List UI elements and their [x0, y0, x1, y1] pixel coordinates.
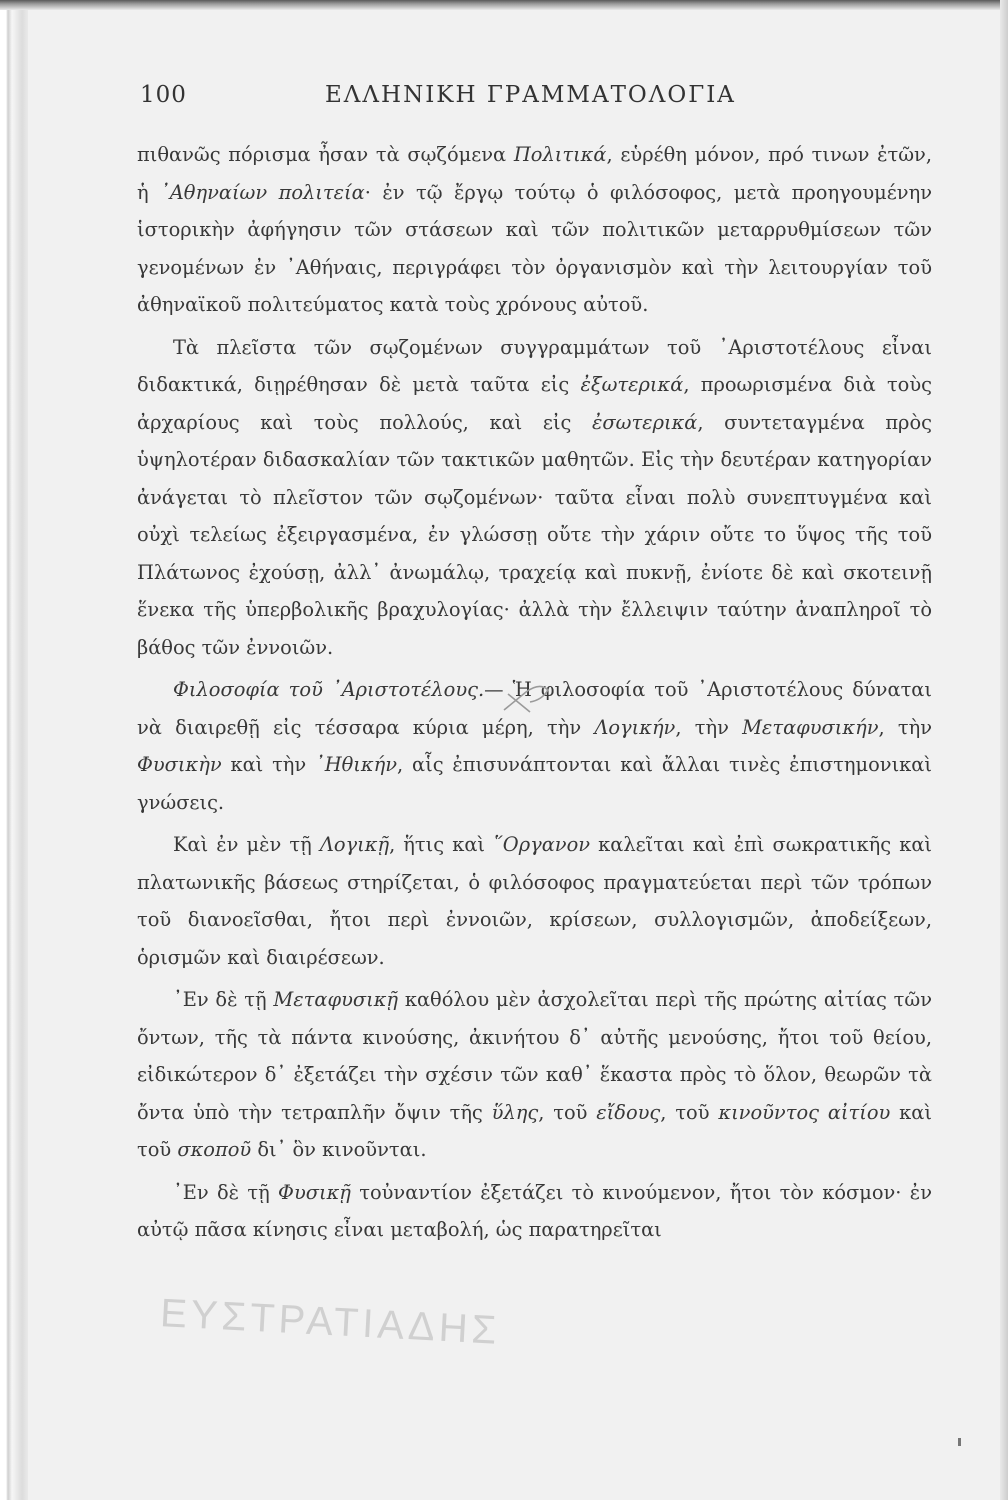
italic-term: Μεταφυσικῇ: [273, 988, 399, 1011]
italic-term: Λογικήν: [594, 715, 676, 739]
paragraph-4: [137, 826, 932, 976]
paragraph-2: [137, 329, 932, 667]
italic-term: ᾽Αθηναίων πολιτεία: [160, 180, 365, 204]
italic-term: ᾽Ηθικήν: [315, 753, 398, 776]
paragraph-5: [137, 981, 932, 1169]
text-run: , τοῦ: [660, 1100, 719, 1124]
page-edge-right: [1000, 0, 1008, 1500]
page-edge-top: [0, 0, 1008, 10]
text-run: ᾽Εν δὲ τῇ: [173, 1180, 279, 1204]
text-run: καὶ τοῦ: [137, 1100, 932, 1161]
page-edge-left: [0, 0, 28, 1500]
text-run: Καὶ ἐν μὲν τῇ: [173, 833, 320, 856]
text-run: , ἥτις καὶ: [389, 833, 494, 856]
text-run: δι᾽ ὃν κινοῦνται.: [251, 1138, 427, 1161]
italic-term: ῞Οργανον: [493, 833, 591, 856]
paragraph-1: [137, 136, 932, 324]
italic-term: εἴδους: [596, 1100, 661, 1124]
running-title: ΕΛΛΗΝΙΚΗ ΓΡΑΜΜΑΤΟΛΟΓΙΑ: [325, 82, 736, 108]
running-header: [140, 82, 940, 118]
text-run: , αἷς ἐπισυνάπτονται καὶ ἄλλαι τινὲς ἐπιστημονικαὶ γνώσεις.: [137, 753, 932, 814]
italic-term: ἐξωτερικά: [580, 373, 684, 396]
italic-term: Φυσικῇ: [278, 1180, 351, 1204]
italic-term: Πολιτικά: [513, 143, 607, 166]
text-run: ᾽Εν δὲ τῇ: [173, 988, 274, 1011]
text-run: καθόλου μὲν ἀσχολεῖται περὶ τῆς πρώτης αἰτίας τῶν ὄντων, τῆς τὰ πάντα κινούσης, ἀκινήτου δ᾽ αὐτῆς μενούσης, ἤτοι τοῦ θείου, εἰδικώτερον δ᾽ ἐξετάζει τὴν σχέσιν τῶν καθ᾽ ἕκαστα πρὸς τὸ ὅλον, θεωρῶν τὰ ὄντα ὑπὸ τὴν τετραπλῆν ὄψιν τῆς: [137, 988, 932, 1124]
italic-term: Φυσικὴν: [137, 753, 222, 776]
italic-term: Μεταφυσικήν: [742, 715, 879, 739]
italic-term: Λογικῇ: [319, 833, 390, 856]
text-run: , συντεταγμένα πρὸς ὑψηλοτέραν διδασκαλίαν τῶν τακτικῶν μαθητῶν. Εἰς τὴν δευτέραν κατηγορίαν ἀνάγεται τὸ πλεῖστον τῶν σῳζομένων· ταῦτα εἶναι πολὺ συνεπτυγμένα καὶ οὐχὶ τελείως ἐξειργασμένα, ἐν γλώσσῃ οὔτε τὴν χάριν οὔτε το ὕψος τῆς τοῦ Πλάτωνος ἐχούσῃ, ἀλλ᾽ ἀνωμάλῳ, τραχείᾳ καὶ πυκνῇ, ἐνίοτε δὲ καὶ σκοτεινῇ ἕνεκα τῆς ὑπερβολικῆς βραχυλογίας· ἀλλὰ τὴν ἔλλειψιν ταύτην ἀναπληροῖ τὸ βάθος τῶν ἐννοιῶν.: [137, 410, 932, 659]
text-run: — Ἡ φιλοσοφία τοῦ ᾽Αριστοτέλους δύναται νὰ διαιρεθῇ εἰς τέσσαρα κύρια μέρη, τὴν: [137, 678, 932, 739]
italic-term: κινοῦντος αἰτίου: [718, 1100, 891, 1124]
pencil-mark-icon: [496, 672, 566, 722]
text-run: · ἐν τῷ ἔργῳ τούτῳ ὁ φιλόσοφος, μετὰ προηγουμένην ἱστορικὴν ἀφήγησιν τῶν στάσεων καὶ τῶν πολιτικῶν μεταρρυθμίσεων τῶν γενομένων ἐν ᾽Αθήναις, περιγράφει τὸν ὀργανισμὸν καὶ τὴν λειτουργίαν τοῦ ἀθηναϊκοῦ πολιτεύματος κατὰ τοὺς χρόνους αὐτοῦ.: [137, 180, 932, 316]
italic-term: ὕλης: [491, 1100, 539, 1124]
italic-term: σκοποῦ: [177, 1138, 252, 1161]
text-run: , εὑρέθη μόνον, πρό τινων ἐτῶν, ἡ: [137, 143, 932, 204]
text-run: , τὴν: [878, 715, 933, 739]
ownership-stamp: ΕΥΣΤΡΑΤΙΑΔΗΣ: [159, 1291, 502, 1353]
text-run: , προωρισμένα διὰ τοὺς ἀρχαρίους καὶ τοὺς πολλούς, καὶ εἰς: [137, 373, 932, 434]
text-run: , τοῦ: [538, 1100, 597, 1124]
text-run: τοὐναντίον ἐξετάζει τὸ κινούμενον, ἤτοι τὸν κόσμον· ἐν αὐτῷ πᾶσα κίνησις εἶναι μεταβολή, ὡς παρατηρεῖται: [137, 1180, 932, 1241]
text-run: καὶ τὴν: [221, 753, 316, 776]
text-run: πιθανῶς πόρισμα ἦσαν τὰ σῳζόμενα: [137, 143, 514, 166]
italic-term: ἐσωτερικά: [592, 410, 698, 434]
text-run: καλεῖται καὶ ἐπὶ σωκρατικῆς καὶ πλατωνικῆς βάσεως στηρίζεται, ὁ φιλόσοφος πραγματεύεται περὶ τῶν τρόπων τοῦ διανοεῖσθαι, ἤτοι περὶ ἐννοιῶν, κρίσεων, συλλογισμῶν, ἀποδείξεων, ὁρισμῶν καὶ διαιρέσεων.: [137, 833, 933, 969]
section-heading: Φιλοσοφία τοῦ ᾽Αριστοτέλους.: [173, 678, 485, 701]
ink-speck: [958, 1438, 961, 1446]
text-run: Τὰ πλεῖστα τῶν σῳζομένων συγγραμμάτων τοῦ ᾽Αριστοτέλους εἶναι διδακτικά, διῃρέθησαν δὲ μετὰ ταῦτα εἰς: [137, 335, 932, 396]
text-run: , τὴν: [675, 715, 743, 739]
paragraph-6: [137, 1174, 932, 1249]
page-number: 100: [140, 82, 187, 108]
